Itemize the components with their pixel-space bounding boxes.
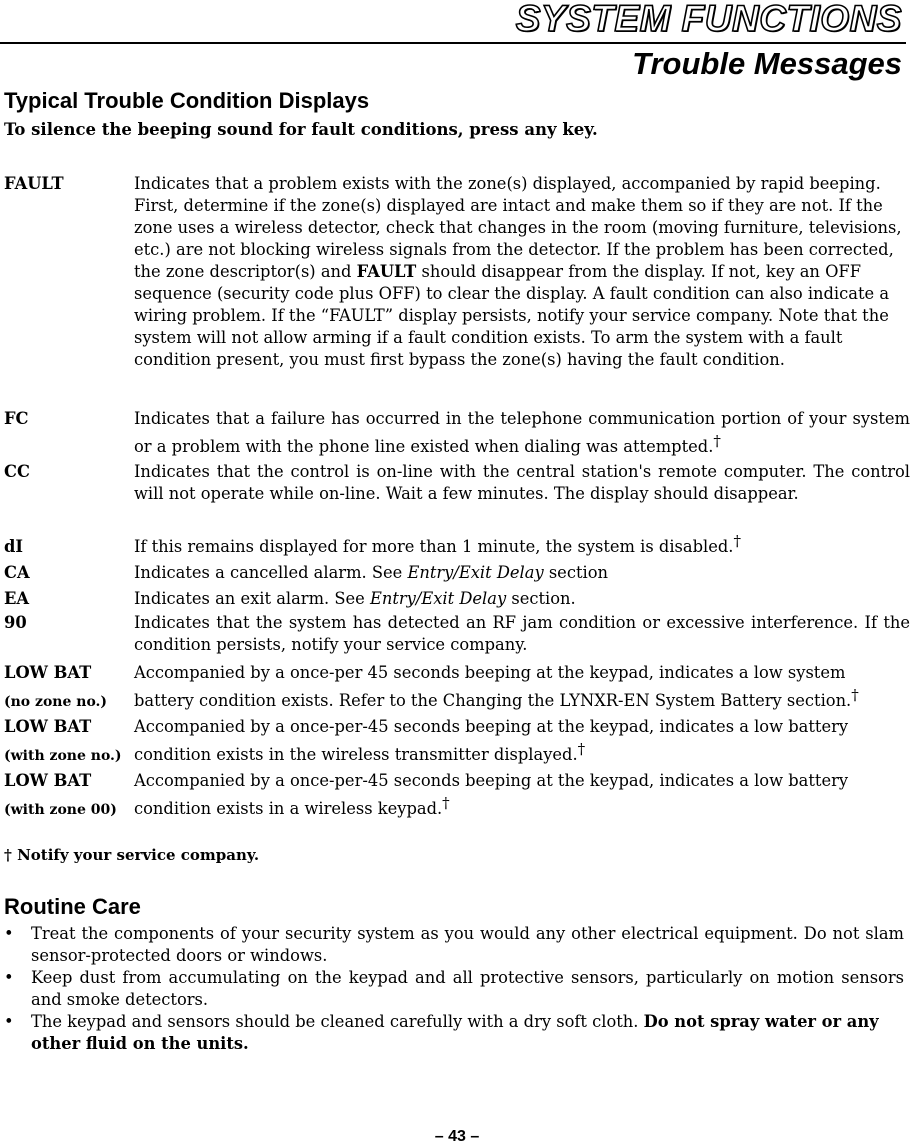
trouble-description: Indicates a cancelled alarm. See Entry/Exit Delay section bbox=[134, 563, 608, 582]
care-heading: Routine Care bbox=[4, 894, 141, 919]
trouble-description: Indicates that the control is on-line with the central station's remote computer. The control will not operate while on-line. Wait a few minutes. The display should disappear. bbox=[134, 462, 910, 503]
section-title: SYSTEM FUNCTIONS bbox=[515, 0, 902, 39]
trouble-term: EA bbox=[4, 589, 30, 608]
bullet-icon: • bbox=[4, 1012, 14, 1031]
trouble-item-lowbat-system bbox=[4, 659, 910, 715]
trouble-term: dI bbox=[4, 537, 24, 556]
trouble-item-90 bbox=[4, 612, 910, 656]
trouble-description: Indicates that a problem exists with the zone(s) displayed, accompanied by rapid beeping. First, determine if the zone(s) displayed are intact and make them so if they are not. If the zone uses a wireless detector, check that changes in the room (moving furniture, televisions, etc.) are not blocking wireless signals from the detector. If the problem has been corrected, the zone descriptor(s) and FAULT should disappear from the display. If not, key an OFF sequence (security code plus OFF) to clear the display. A fault condition can also indicate a wiring problem. If the “FAULT” display persists, notify your service company. Note that the system will not allow arming if a fault condition exists. To arm the system with a fault condition present, you must first bypass the zone(s) having the fault condition. bbox=[134, 174, 902, 369]
footnote: † Notify your service company. bbox=[4, 846, 260, 864]
trouble-term: FC bbox=[4, 409, 29, 428]
page-number: – 43 – bbox=[434, 1128, 480, 1145]
dagger-mark: † bbox=[442, 794, 450, 812]
silence-instruction: To silence the beeping sound for fault conditions, press any key. bbox=[4, 120, 598, 139]
trouble-item-ca bbox=[4, 562, 910, 584]
trouble-item-lowbat-transmitter bbox=[4, 713, 910, 769]
term-note: (with zone no.) bbox=[4, 748, 122, 764]
trouble-term: LOW BAT (with zone no.) bbox=[4, 717, 122, 764]
trouble-term: LOW BAT (no zone no.) bbox=[4, 663, 108, 710]
term-note: (no zone no.) bbox=[4, 694, 108, 710]
care-list bbox=[4, 923, 904, 1055]
bullet-icon: • bbox=[4, 968, 14, 987]
dagger-mark: † bbox=[713, 432, 721, 450]
term-note: (with zone 00) bbox=[4, 802, 117, 818]
list-item: • The keypad and sensors should be cleaned carefully with a dry soft cloth. Do not spray water or any other fluid on the units. bbox=[4, 1012, 879, 1053]
trouble-description: If this remains displayed for more than 1 minute, the system is disabled.† bbox=[134, 532, 741, 556]
trouble-item-cc bbox=[4, 461, 910, 505]
dagger-mark: † bbox=[577, 740, 586, 758]
trouble-item-fault bbox=[4, 173, 910, 371]
list-item: • Keep dust from accumulating on the keypad and all protective sensors, particularly on motion sensors and smoke detectors. bbox=[4, 968, 904, 1009]
trouble-term: CC bbox=[4, 462, 30, 481]
trouble-item-lowbat-keypad bbox=[4, 767, 910, 823]
subsection-title: Trouble Messages bbox=[632, 46, 902, 81]
trouble-term: CA bbox=[4, 563, 30, 582]
trouble-item-fc bbox=[4, 405, 910, 461]
trouble-description: Indicates that the system has detected an RF jam condition or excessive interference. If the condition persists, notify your service company. bbox=[134, 613, 910, 654]
trouble-description: Indicates that a failure has occurred in the telephone communication portion of your system or a problem with the phone line existed when dialing was attempted.† bbox=[134, 409, 910, 456]
trouble-term: LOW BAT (with zone 00) bbox=[4, 771, 117, 818]
trouble-description: Accompanied by a once-per-45 seconds beeping at the keypad, indicates a low battery condition exists in a wireless keypad.† bbox=[134, 771, 849, 818]
trouble-heading: Typical Trouble Condition Displays bbox=[4, 88, 370, 113]
trouble-item-di bbox=[4, 532, 910, 558]
trouble-description: Indicates an exit alarm. See Entry/Exit Delay section. bbox=[134, 589, 576, 608]
list-item: • Treat the components of your security system as you would any other electrical equipment. Do not slam sensor-protected doors or windows. bbox=[4, 924, 904, 965]
dagger-mark: † bbox=[851, 686, 859, 704]
header-rule bbox=[0, 42, 906, 44]
bullet-icon: • bbox=[4, 924, 14, 943]
dagger-mark: † bbox=[733, 532, 741, 550]
trouble-description: Accompanied by a once-per-45 seconds beeping at the keypad, indicates a low battery condition exists in the wireless transmitter displayed.† bbox=[134, 717, 849, 764]
trouble-item-ea bbox=[4, 588, 910, 610]
trouble-description: Accompanied by a once-per 45 seconds beeping at the keypad, indicates a low system battery condition exists. Refer to the Changing the LYNXR-EN System Battery section.† bbox=[134, 663, 859, 710]
trouble-term: 90 bbox=[4, 613, 27, 632]
trouble-term: FAULT bbox=[4, 174, 64, 193]
